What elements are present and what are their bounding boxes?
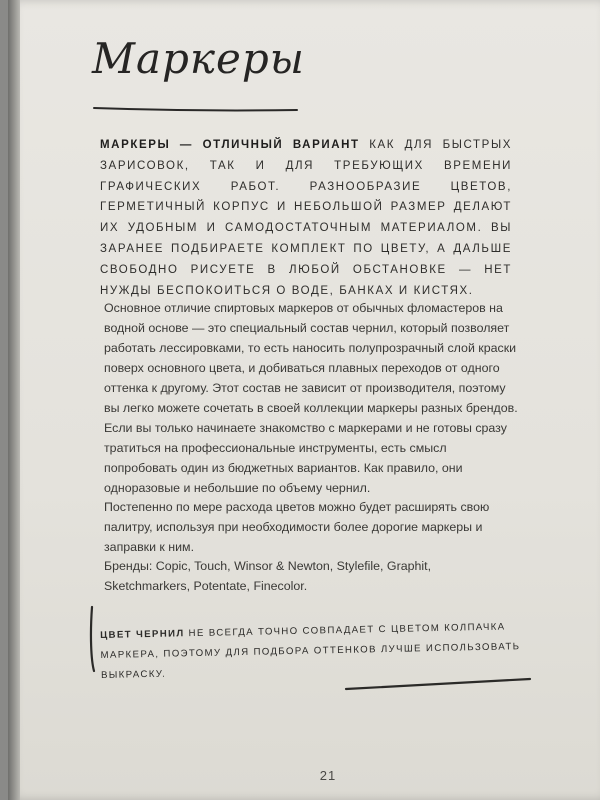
intro-paragraph bbox=[100, 135, 512, 301]
body-paragraph-3: Постепенно по мере расхода цветов можно будет расширять свою палитру, используя при необходимости более дорогие маркеры и заправки к ним. bbox=[104, 500, 490, 554]
brands-paragraph: Бренды: Copic, Touch, Winsor & Newton, Stylefile, Graphit, Sketchmarkers, Potentate, Finecolor. bbox=[104, 559, 432, 593]
page-gutter-shadow bbox=[8, 0, 20, 800]
page-number: 21 bbox=[319, 768, 337, 783]
note-lead: ЦВЕТ ЧЕРНИЛ bbox=[100, 628, 185, 641]
body-paragraph-1: Основное отличие спиртовых маркеров от обычных фломастеров на водной основе — это специальный состав чернил, который позволяет работать лессировками, то есть наносить полупрозрачный слой краски поверх основного цвета, и добиваться плавных переходов от одного оттенка к другому. Этот состав не зависит от производителя, поэтому вы легко можете сочетать в своей коллекции маркеры разных брендов. bbox=[104, 301, 518, 415]
note-rest: НЕ ВСЕГДА ТОЧНО СОВПАДАЕТ С ЦВЕТОМ КОЛПАЧКА МАРКЕРА, ПОЭТОМУ ДЛЯ ПОДБОРА ОТТЕНКОВ ЛУЧШЕ ИСПОЛЬЗОВАТЬ ВЫКРАСКУ. bbox=[100, 621, 521, 681]
book-page bbox=[8, 0, 600, 800]
body-paragraph-2: Если вы только начинаете знакомство с маркерами и не готовы сразу тратиться на профессиональные инструменты, есть смысл попробовать один из бюджетных вариантов. Как правило, они одноразовые и небольшие по объему чернил. bbox=[104, 421, 507, 495]
page-title: Маркеры bbox=[92, 34, 305, 83]
intro-rest: КАК ДЛЯ БЫСТРЫХ ЗАРИСОВОК, ТАК И ДЛЯ ТРЕБУЮЩИХ ВРЕМЕНИ ГРАФИЧЕСКИХ РАБОТ. РАЗНООБРАЗИЕ ЦВЕТОВ, ГЕРМЕТИЧНЫЙ КОРПУС И НЕБОЛЬШОЙ РАЗМЕР ДЕЛАЮТ ИХ УДОБНЫМ И САМОДОСТАТОЧНЫМ МАТЕРИАЛОМ. ВЫ ЗАРАНЕЕ ПОДБИРАЕТЕ КОМПЛЕКТ ПО ЦВЕТУ, А ДАЛЬШЕ СВОБОДНО РИСУЕТЕ В ЛЮБОЙ ОБСТАНОВКЕ — НЕТ НУЖДЫ БЕСПОКОИТЬСЯ О ВОДЕ, БАНКАХ И КИСТЯХ. bbox=[100, 139, 512, 297]
intro-lead: МАРКЕРЫ — ОТЛИЧНЫЙ ВАРИАНТ bbox=[100, 139, 360, 151]
note-callout bbox=[100, 617, 531, 686]
title-underline bbox=[92, 100, 302, 114]
